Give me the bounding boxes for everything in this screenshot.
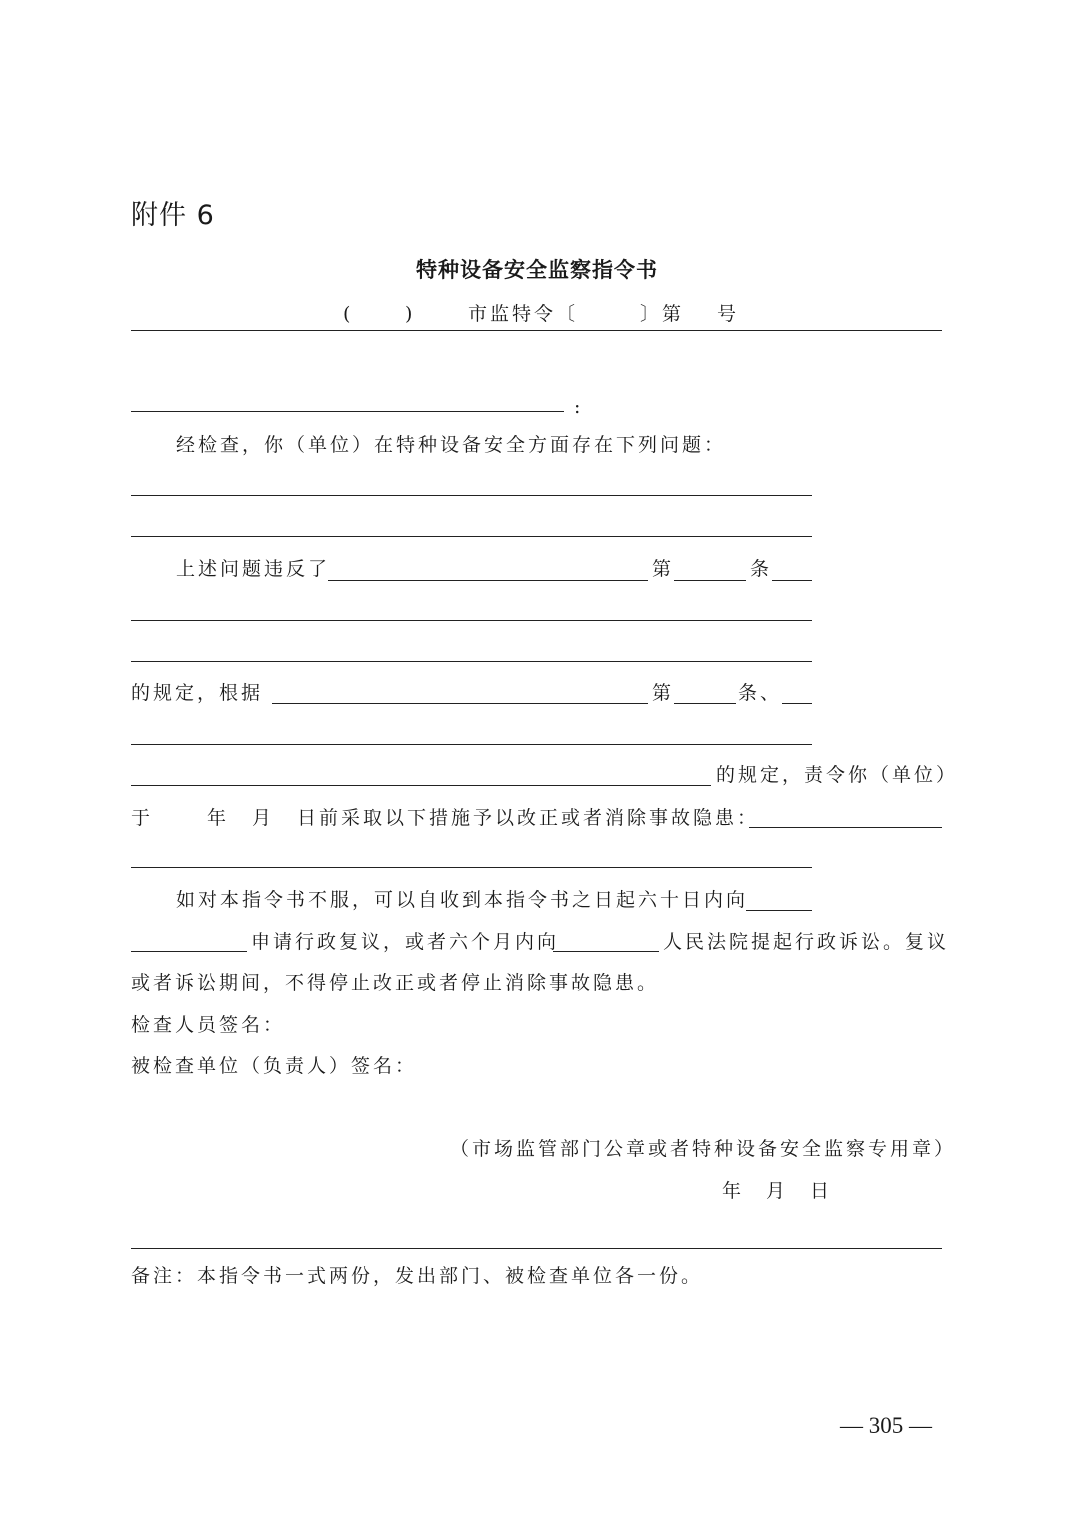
intro-text: 经检查，你（单位）在特种设备安全方面存在下列问题： <box>176 434 727 456</box>
doc-number-open-paren: ( <box>343 303 354 325</box>
measures-blank-2 <box>131 867 812 868</box>
deadline-year: 年 <box>207 807 230 829</box>
footer-note: 备注：本指令书一式两份，发出部门、被检查单位各一份。 <box>131 1265 704 1287</box>
inspector-signature-label: 检查人员签名： <box>131 1014 286 1036</box>
violation-clause-blank <box>772 580 812 581</box>
violated-law-blank <box>328 580 648 581</box>
violation-article-tiao: 条 <box>750 558 773 580</box>
basis-clause-blank <box>782 703 812 704</box>
appeal-line-3: 或者诉讼期间，不得停止改正或者停止消除事故隐患。 <box>131 972 660 994</box>
basis-blank-2 <box>131 744 812 745</box>
doc-number-agency: 市监特令〔 <box>468 303 579 325</box>
court-blank <box>553 951 659 952</box>
stamp-date-month: 月 <box>766 1180 789 1202</box>
deadline-yu: 于 <box>131 807 154 829</box>
violation-blank-2 <box>131 620 812 621</box>
basis-article-di: 第 <box>652 682 675 704</box>
doc-number-suffix: 号 <box>717 303 740 325</box>
basis-law-blank <box>272 703 648 704</box>
violation-prefix: 上述问题违反了 <box>176 558 331 580</box>
appeal-authority-blank-2 <box>131 951 247 952</box>
appeal-line-1: 如对本指令书不服，可以自收到本指令书之日起六十日内向 <box>176 889 749 911</box>
stamp-date-day: 日 <box>810 1180 833 1202</box>
deadline-rest: 日前采取以下措施予以改正或者消除事故隐患： <box>297 807 760 829</box>
basis-prefix: 的规定，根据 <box>131 682 264 704</box>
document-title: 特种设备安全监察指令书 <box>416 257 658 282</box>
appeal-line-2-a: 申请行政复议，或者六个月内向 <box>251 931 560 953</box>
page-number: — 305 — <box>840 1413 932 1438</box>
measures-blank-1 <box>749 827 942 828</box>
stamp-text: （市场监管部门公章或者特种设备安全监察专用章） <box>450 1138 957 1160</box>
basis-article-blank <box>674 703 736 704</box>
violation-article-blank <box>674 580 746 581</box>
stamp-date-year: 年 <box>722 1180 745 1202</box>
footer-rule <box>131 1248 942 1249</box>
addressee-colon: : <box>574 396 584 418</box>
basis-article-tiao-comma: 条、 <box>738 682 783 704</box>
doc-number-close-paren: ) <box>405 303 416 325</box>
violation-blank-3 <box>131 661 812 662</box>
problem-blank-1 <box>131 495 812 496</box>
order-law-blank <box>131 785 711 786</box>
attachment-label: 附件 6 <box>131 200 215 231</box>
inspected-unit-signature-label: 被检查单位（负责人）签名： <box>131 1055 418 1077</box>
addressee-blank <box>131 411 564 412</box>
problem-blank-2 <box>131 536 812 537</box>
violation-article-di: 第 <box>652 558 675 580</box>
doc-number-bracket-close: 〕第 <box>640 303 685 325</box>
header-rule <box>131 330 942 331</box>
order-text: 的规定，责令你（单位） <box>716 764 959 786</box>
deadline-month: 月 <box>252 807 275 829</box>
appeal-line-2-b: 人民法院提起行政诉讼。复议 <box>663 931 950 953</box>
appeal-authority-blank-1 <box>746 910 812 911</box>
